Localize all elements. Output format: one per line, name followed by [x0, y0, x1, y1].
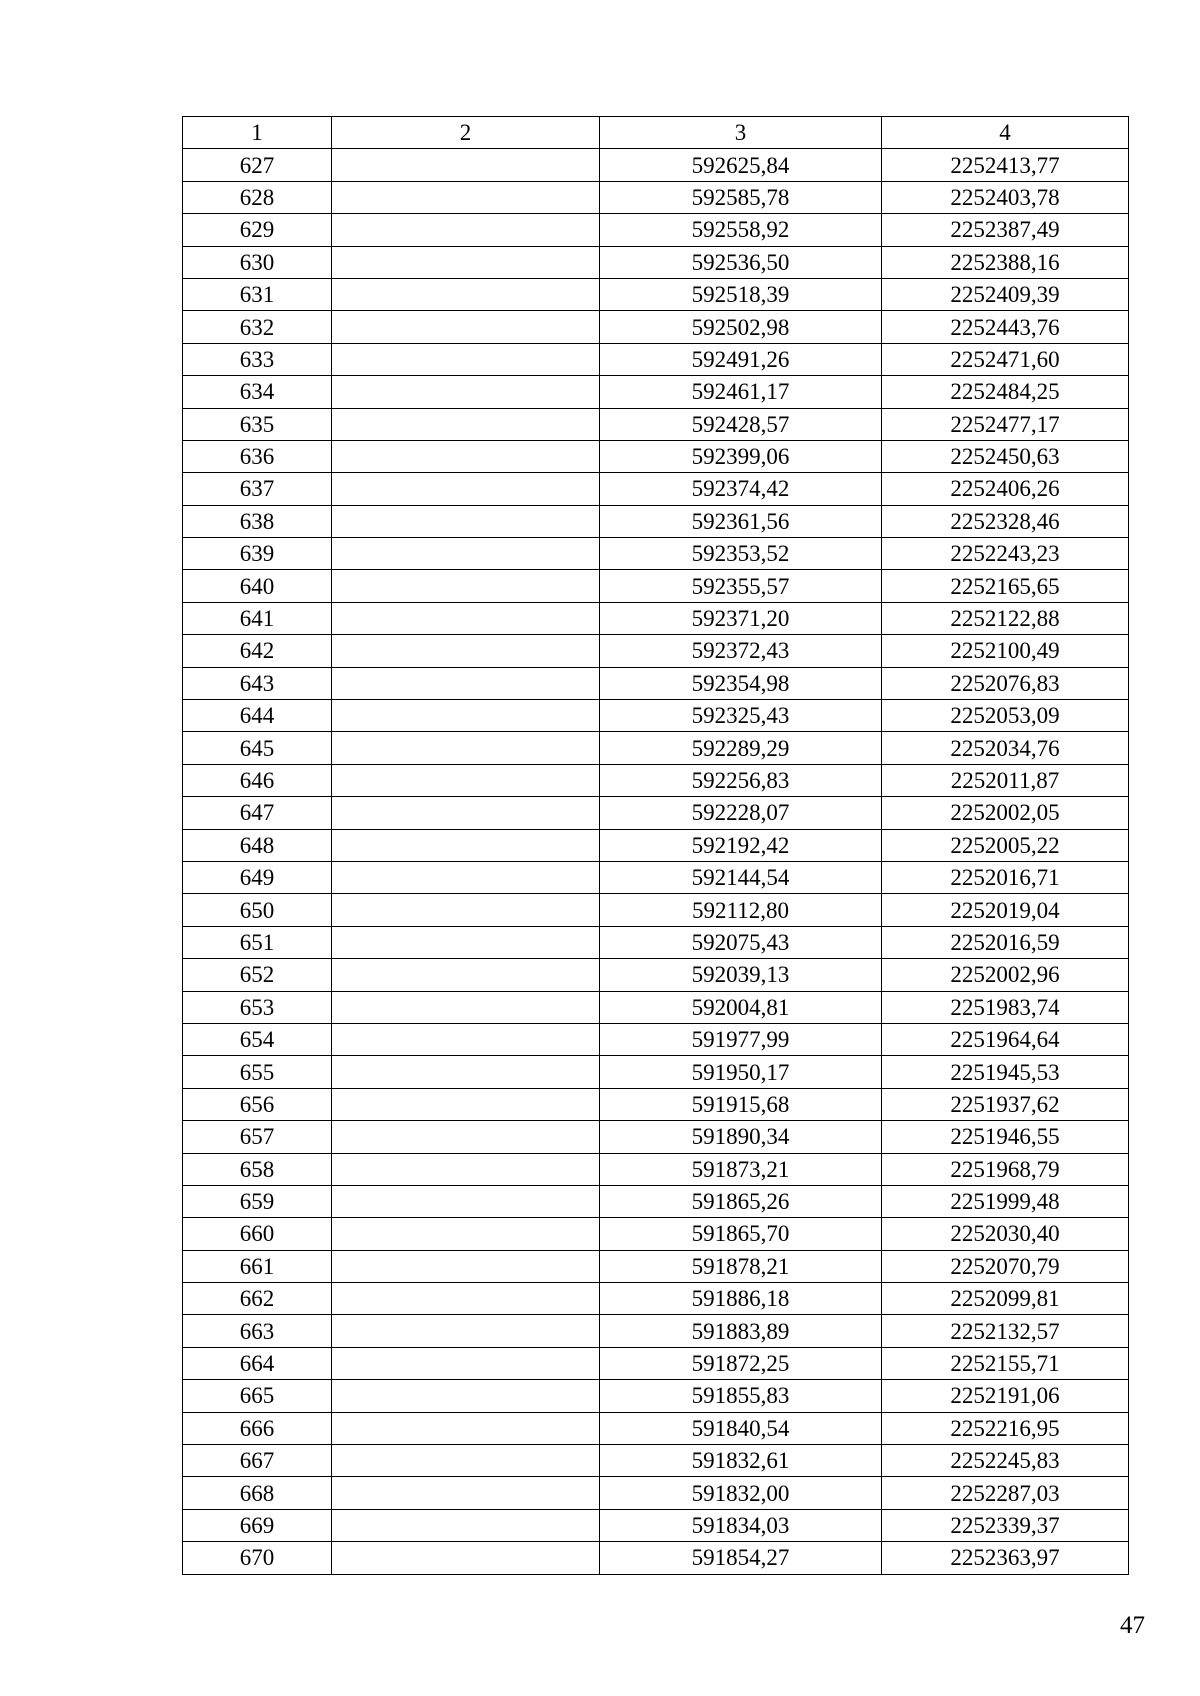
table-cell-col-2 — [332, 732, 600, 764]
table-cell-col-4: 2252002,96 — [882, 959, 1129, 991]
table-cell-col-1: 634 — [183, 376, 332, 408]
table-cell-col-4: 2252155,71 — [882, 1347, 1129, 1379]
table-row — [183, 1153, 1129, 1185]
table-cell-col-1: 659 — [183, 1185, 332, 1217]
table-cell-col-1: 640 — [183, 570, 332, 602]
table-cell-col-2 — [332, 278, 600, 310]
table-cell-col-2 — [332, 1121, 600, 1153]
table-cell-col-3: 591872,25 — [600, 1347, 882, 1379]
table-row — [183, 311, 1129, 343]
table-cell-col-3: 592354,98 — [600, 667, 882, 699]
table-cell-col-1: 663 — [183, 1315, 332, 1347]
table-row — [183, 894, 1129, 926]
table-cell-col-3: 592353,52 — [600, 538, 882, 570]
table-cell-col-2 — [332, 602, 600, 634]
column-header-4: 4 — [882, 117, 1129, 149]
table-cell-col-2 — [332, 1315, 600, 1347]
table-cell-col-3: 592502,98 — [600, 311, 882, 343]
table-cell-col-3: 592075,43 — [600, 926, 882, 958]
table-cell-col-4: 2252403,78 — [882, 181, 1129, 213]
table-cell-col-1: 639 — [183, 538, 332, 570]
table-cell-col-2 — [332, 570, 600, 602]
table-cell-col-4: 2252034,76 — [882, 732, 1129, 764]
table-cell-col-4: 2252100,49 — [882, 635, 1129, 667]
table-cell-col-1: 660 — [183, 1218, 332, 1250]
table-row — [183, 829, 1129, 861]
table-cell-col-1: 656 — [183, 1088, 332, 1120]
table-cell-col-2 — [332, 1153, 600, 1185]
table-cell-col-4: 2252339,37 — [882, 1509, 1129, 1541]
table-cell-col-2 — [332, 1250, 600, 1282]
table-row — [183, 473, 1129, 505]
table-cell-col-1: 635 — [183, 408, 332, 440]
table-cell-col-1: 666 — [183, 1412, 332, 1444]
table-cell-col-4: 2252016,59 — [882, 926, 1129, 958]
table-cell-col-3: 592371,20 — [600, 602, 882, 634]
table-cell-col-1: 629 — [183, 214, 332, 246]
table-cell-col-4: 2252409,39 — [882, 278, 1129, 310]
table-cell-col-2 — [332, 1347, 600, 1379]
table-cell-col-2 — [332, 1023, 600, 1055]
table-cell-col-2 — [332, 1056, 600, 1088]
table-cell-col-3: 592228,07 — [600, 797, 882, 829]
table-cell-col-1: 651 — [183, 926, 332, 958]
table-cell-col-2 — [332, 376, 600, 408]
table-cell-col-2 — [332, 959, 600, 991]
table-cell-col-4: 2252245,83 — [882, 1445, 1129, 1477]
table-cell-col-4: 2251999,48 — [882, 1185, 1129, 1217]
table-cell-col-2 — [332, 1412, 600, 1444]
table-cell-col-2 — [332, 505, 600, 537]
table-cell-col-2 — [332, 440, 600, 472]
table-cell-col-3: 592374,42 — [600, 473, 882, 505]
table-row — [183, 1315, 1129, 1347]
table-row — [183, 376, 1129, 408]
table-row — [183, 1542, 1129, 1574]
table-row — [183, 1477, 1129, 1509]
table-cell-col-1: 670 — [183, 1542, 332, 1574]
table-row — [183, 667, 1129, 699]
table-cell-col-3: 592004,81 — [600, 991, 882, 1023]
table-cell-col-2 — [332, 1509, 600, 1541]
table-cell-col-4: 2251946,55 — [882, 1121, 1129, 1153]
table-cell-col-1: 641 — [183, 602, 332, 634]
table-cell-col-4: 2252132,57 — [882, 1315, 1129, 1347]
table-cell-col-3: 591878,21 — [600, 1250, 882, 1282]
table-cell-col-3: 592428,57 — [600, 408, 882, 440]
table-row — [183, 570, 1129, 602]
table-cell-col-3: 591854,27 — [600, 1542, 882, 1574]
table-cell-col-3: 592536,50 — [600, 246, 882, 278]
table-cell-col-4: 2252443,76 — [882, 311, 1129, 343]
table-cell-col-1: 668 — [183, 1477, 332, 1509]
table-cell-col-3: 591950,17 — [600, 1056, 882, 1088]
table-cell-col-3: 591834,03 — [600, 1509, 882, 1541]
table-cell-col-3: 591832,00 — [600, 1477, 882, 1509]
table-row — [183, 1347, 1129, 1379]
table-cell-col-1: 646 — [183, 764, 332, 796]
table-cell-col-4: 2251968,79 — [882, 1153, 1129, 1185]
table-cell-col-2 — [332, 700, 600, 732]
table-cell-col-4: 2252011,87 — [882, 764, 1129, 796]
table-row — [183, 1218, 1129, 1250]
table-cell-col-3: 591855,83 — [600, 1380, 882, 1412]
table-row — [183, 764, 1129, 796]
table-row — [183, 1412, 1129, 1444]
table-row — [183, 635, 1129, 667]
table-cell-col-3: 591840,54 — [600, 1412, 882, 1444]
table-cell-col-4: 2252387,49 — [882, 214, 1129, 246]
table-cell-col-4: 2252053,09 — [882, 700, 1129, 732]
table-cell-col-1: 655 — [183, 1056, 332, 1088]
table-cell-col-4: 2251983,74 — [882, 991, 1129, 1023]
table-cell-col-2 — [332, 1542, 600, 1574]
table-cell-col-2 — [332, 538, 600, 570]
table-cell-col-3: 592289,29 — [600, 732, 882, 764]
table-cell-col-1: 631 — [183, 278, 332, 310]
table-header-row — [183, 117, 1129, 149]
table-cell-col-3: 592192,42 — [600, 829, 882, 861]
table-cell-col-2 — [332, 181, 600, 213]
table-cell-col-1: 647 — [183, 797, 332, 829]
table-cell-col-2 — [332, 214, 600, 246]
table-row — [183, 1121, 1129, 1153]
table-cell-col-4: 2252484,25 — [882, 376, 1129, 408]
table-row — [183, 1509, 1129, 1541]
table-cell-col-4: 2252019,04 — [882, 894, 1129, 926]
table-cell-col-1: 633 — [183, 343, 332, 375]
table-cell-col-2 — [332, 149, 600, 181]
table-cell-col-4: 2252165,65 — [882, 570, 1129, 602]
table-cell-col-1: 643 — [183, 667, 332, 699]
table-row — [183, 1056, 1129, 1088]
table-cell-col-2 — [332, 343, 600, 375]
table-row — [183, 797, 1129, 829]
table-cell-col-3: 592399,06 — [600, 440, 882, 472]
table-cell-col-3: 591873,21 — [600, 1153, 882, 1185]
table-cell-col-2 — [332, 246, 600, 278]
table-cell-col-3: 592585,78 — [600, 181, 882, 213]
table-cell-col-2 — [332, 1445, 600, 1477]
table-cell-col-3: 592256,83 — [600, 764, 882, 796]
table-cell-col-3: 592144,54 — [600, 861, 882, 893]
table-cell-col-4: 2252450,63 — [882, 440, 1129, 472]
table-row — [183, 246, 1129, 278]
table-cell-col-3: 592355,57 — [600, 570, 882, 602]
table-row — [183, 700, 1129, 732]
table-row — [183, 408, 1129, 440]
table-cell-col-2 — [332, 764, 600, 796]
table-cell-col-2 — [332, 473, 600, 505]
table-cell-col-1: 664 — [183, 1347, 332, 1379]
table-cell-col-4: 2252216,95 — [882, 1412, 1129, 1444]
column-header-1: 1 — [183, 117, 332, 149]
table-cell-col-2 — [332, 1477, 600, 1509]
table-cell-col-2 — [332, 926, 600, 958]
table-cell-col-4: 2251945,53 — [882, 1056, 1129, 1088]
table-row — [183, 1283, 1129, 1315]
table-cell-col-3: 591883,89 — [600, 1315, 882, 1347]
table-row — [183, 1380, 1129, 1412]
column-header-2: 2 — [332, 117, 600, 149]
table-row — [183, 149, 1129, 181]
table-cell-col-3: 592325,43 — [600, 700, 882, 732]
table-body — [183, 149, 1129, 1574]
table-cell-col-3: 592625,84 — [600, 149, 882, 181]
table-cell-col-4: 2252471,60 — [882, 343, 1129, 375]
table-cell-col-1: 661 — [183, 1250, 332, 1282]
table-cell-col-1: 638 — [183, 505, 332, 537]
table-cell-col-4: 2252016,71 — [882, 861, 1129, 893]
table-cell-col-2 — [332, 829, 600, 861]
table-cell-col-3: 592461,17 — [600, 376, 882, 408]
table-cell-col-4: 2252070,79 — [882, 1250, 1129, 1282]
table-cell-col-2 — [332, 635, 600, 667]
table-cell-col-1: 652 — [183, 959, 332, 991]
table-cell-col-2 — [332, 861, 600, 893]
table-cell-col-1: 657 — [183, 1121, 332, 1153]
table-cell-col-2 — [332, 1218, 600, 1250]
table-row — [183, 959, 1129, 991]
table-row — [183, 732, 1129, 764]
table-cell-col-3: 591832,61 — [600, 1445, 882, 1477]
table-row — [183, 1023, 1129, 1055]
table-cell-col-4: 2252243,23 — [882, 538, 1129, 570]
table-cell-col-1: 662 — [183, 1283, 332, 1315]
table-cell-col-4: 2252413,77 — [882, 149, 1129, 181]
table-cell-col-3: 592491,26 — [600, 343, 882, 375]
table-row — [183, 926, 1129, 958]
table-cell-col-2 — [332, 1185, 600, 1217]
table-cell-col-3: 591865,70 — [600, 1218, 882, 1250]
table-cell-col-4: 2252287,03 — [882, 1477, 1129, 1509]
table-cell-col-2 — [332, 1088, 600, 1120]
table-cell-col-4: 2252363,97 — [882, 1542, 1129, 1574]
table-cell-col-4: 2251964,64 — [882, 1023, 1129, 1055]
table-cell-col-4: 2252122,88 — [882, 602, 1129, 634]
table-row — [183, 278, 1129, 310]
table-row — [183, 181, 1129, 213]
table-cell-col-3: 591977,99 — [600, 1023, 882, 1055]
table-cell-col-4: 2252076,83 — [882, 667, 1129, 699]
table-cell-col-4: 2252030,40 — [882, 1218, 1129, 1250]
table-row — [183, 861, 1129, 893]
table-cell-col-4: 2252406,26 — [882, 473, 1129, 505]
table-cell-col-3: 591886,18 — [600, 1283, 882, 1315]
table-row — [183, 343, 1129, 375]
table-cell-col-3: 591865,26 — [600, 1185, 882, 1217]
table-cell-col-2 — [332, 991, 600, 1023]
table-cell-col-1: 645 — [183, 732, 332, 764]
table-cell-col-1: 658 — [183, 1153, 332, 1185]
table-row — [183, 991, 1129, 1023]
table-cell-col-1: 628 — [183, 181, 332, 213]
page-number: 47 — [1120, 1612, 1145, 1639]
table-cell-col-1: 665 — [183, 1380, 332, 1412]
table-cell-col-2 — [332, 1380, 600, 1412]
table-row — [183, 538, 1129, 570]
table-row — [183, 214, 1129, 246]
table-cell-col-2 — [332, 797, 600, 829]
table-cell-col-4: 2252328,46 — [882, 505, 1129, 537]
table-cell-col-4: 2252388,16 — [882, 246, 1129, 278]
table-cell-col-1: 627 — [183, 149, 332, 181]
table-cell-col-1: 653 — [183, 991, 332, 1023]
table-cell-col-4: 2251937,62 — [882, 1088, 1129, 1120]
table-cell-col-1: 636 — [183, 440, 332, 472]
table-row — [183, 505, 1129, 537]
table-cell-col-4: 2252005,22 — [882, 829, 1129, 861]
table-cell-col-1: 649 — [183, 861, 332, 893]
table-cell-col-1: 654 — [183, 1023, 332, 1055]
table-cell-col-4: 2252002,05 — [882, 797, 1129, 829]
table-cell-col-1: 642 — [183, 635, 332, 667]
table-cell-col-4: 2252477,17 — [882, 408, 1129, 440]
table-cell-col-4: 2252099,81 — [882, 1283, 1129, 1315]
table-cell-col-3: 592518,39 — [600, 278, 882, 310]
table-cell-col-1: 650 — [183, 894, 332, 926]
table-cell-col-3: 592361,56 — [600, 505, 882, 537]
table-cell-col-1: 669 — [183, 1509, 332, 1541]
table-cell-col-2 — [332, 894, 600, 926]
table-cell-col-3: 591890,34 — [600, 1121, 882, 1153]
table-cell-col-3: 592112,80 — [600, 894, 882, 926]
table-row — [183, 602, 1129, 634]
table-cell-col-1: 632 — [183, 311, 332, 343]
table-cell-col-2 — [332, 311, 600, 343]
table-cell-col-3: 592372,43 — [600, 635, 882, 667]
table-row — [183, 1185, 1129, 1217]
table-cell-col-2 — [332, 1283, 600, 1315]
table-cell-col-3: 592039,13 — [600, 959, 882, 991]
table-cell-col-1: 648 — [183, 829, 332, 861]
table-cell-col-3: 592558,92 — [600, 214, 882, 246]
table-row — [183, 1445, 1129, 1477]
table-row — [183, 440, 1129, 472]
column-header-3: 3 — [600, 117, 882, 149]
table-cell-col-1: 630 — [183, 246, 332, 278]
table-cell-col-4: 2252191,06 — [882, 1380, 1129, 1412]
table-cell-col-1: 667 — [183, 1445, 332, 1477]
table-cell-col-1: 637 — [183, 473, 332, 505]
table-row — [183, 1088, 1129, 1120]
table-cell-col-3: 591915,68 — [600, 1088, 882, 1120]
table-cell-col-2 — [332, 667, 600, 699]
coordinates-table — [182, 116, 1129, 1575]
table-row — [183, 1250, 1129, 1282]
table-cell-col-2 — [332, 408, 600, 440]
table-cell-col-1: 644 — [183, 700, 332, 732]
